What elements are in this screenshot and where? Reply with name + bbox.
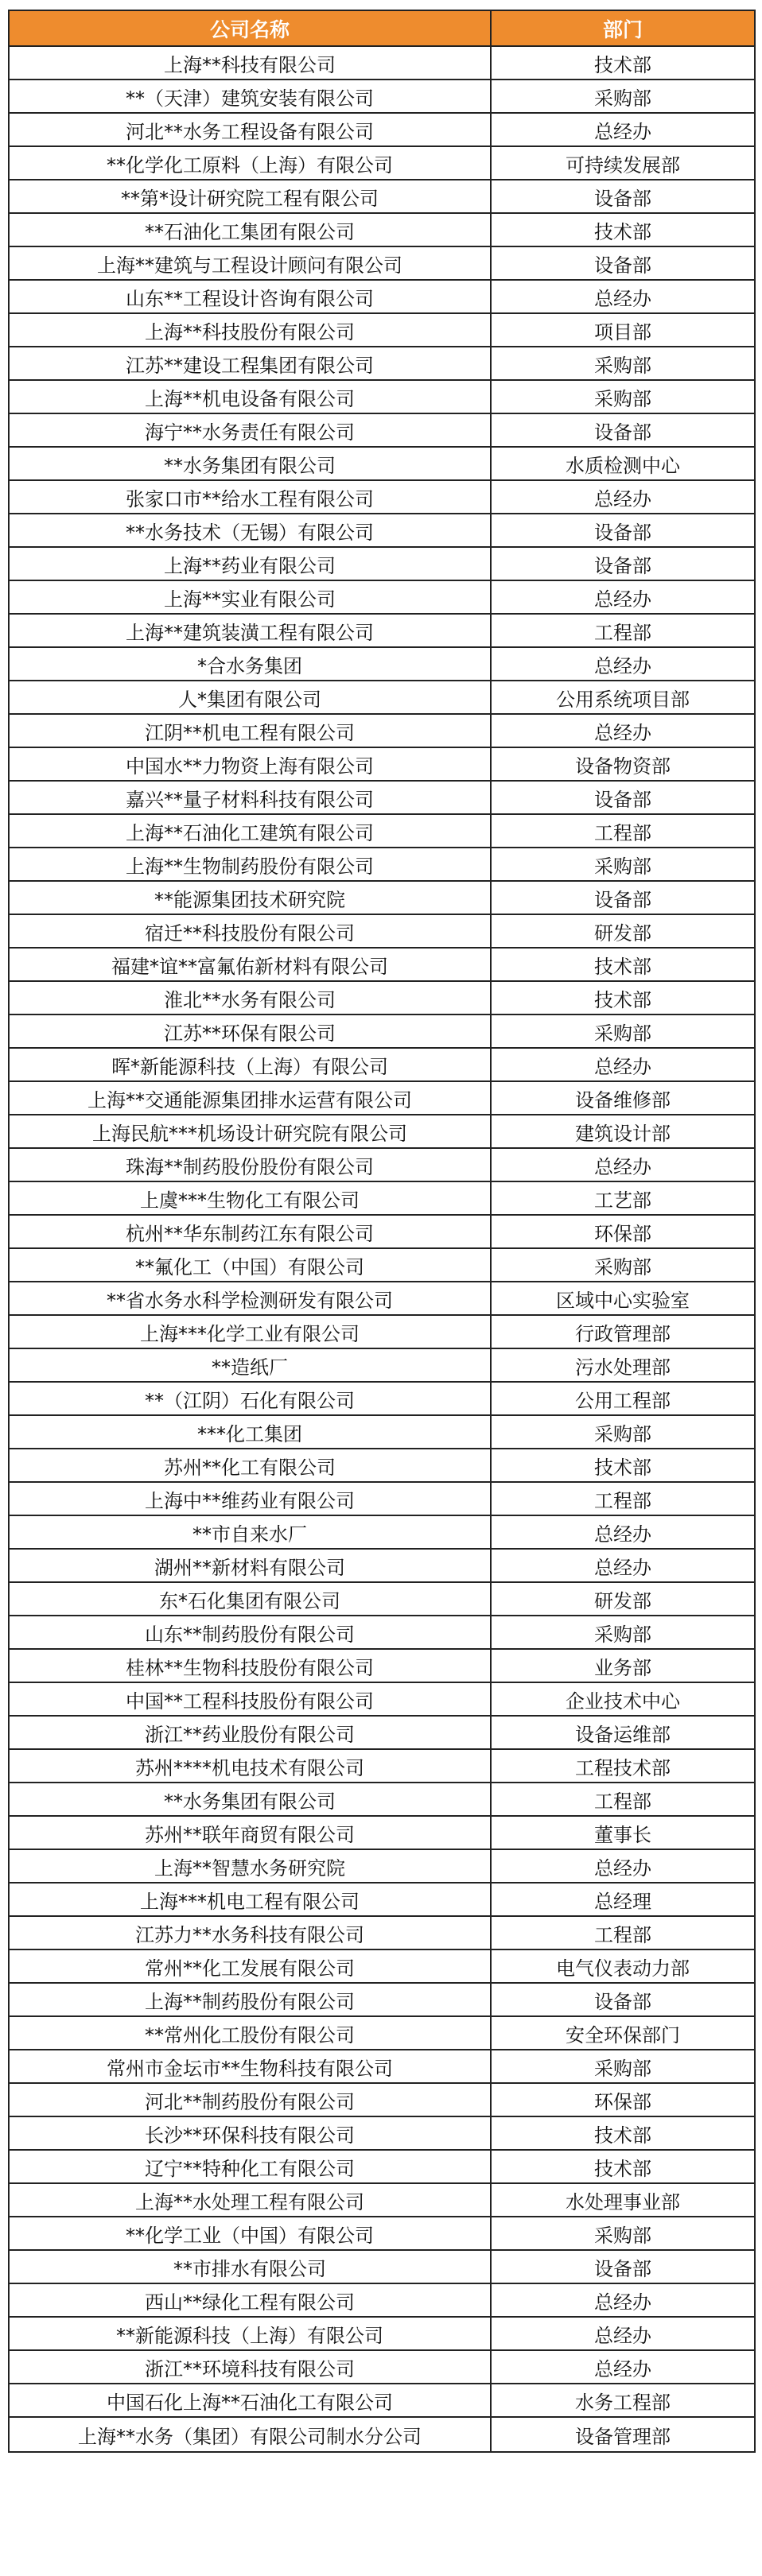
table-row — [9, 1014, 755, 1048]
company-name-cell: 上海**实业有限公司 — [9, 580, 491, 614]
table-row — [9, 1348, 755, 1382]
company-name-cell: 常州**化工发展有限公司 — [9, 1949, 491, 1983]
company-name-cell: 辽宁**特种化工有限公司 — [9, 2150, 491, 2183]
table-row — [9, 246, 755, 280]
department-cell: 采购部 — [491, 2217, 755, 2250]
company-name-cell: **水务技术（无锡）有限公司 — [9, 514, 491, 547]
company-name-cell: 上海**建筑与工程设计顾问有限公司 — [9, 246, 491, 280]
company-name-cell: 浙江**环境科技有限公司 — [9, 2350, 491, 2384]
department-cell: 设备部 — [491, 2250, 755, 2283]
department-cell: 总经办 — [491, 1849, 755, 1883]
company-name-cell: **市排水有限公司 — [9, 2250, 491, 2283]
company-name-cell: 上海**生物制药股份有限公司 — [9, 848, 491, 881]
company-name-cell: 湖州**新材料有限公司 — [9, 1549, 491, 1582]
company-name-cell: **水务集团有限公司 — [9, 1783, 491, 1816]
company-name-cell: **水务集团有限公司 — [9, 447, 491, 480]
department-cell: 采购部 — [491, 848, 755, 881]
department-cell: 总经办 — [491, 280, 755, 313]
department-cell: 行政管理部 — [491, 1315, 755, 1348]
department-cell: 项目部 — [491, 313, 755, 347]
company-name-cell: **（天津）建筑安装有限公司 — [9, 80, 491, 113]
department-cell: 董事长 — [491, 1816, 755, 1849]
company-name-cell: 山东**工程设计咨询有限公司 — [9, 280, 491, 313]
company-name-cell: 上海**科技有限公司 — [9, 46, 491, 80]
company-name-cell: 江阴**机电工程有限公司 — [9, 714, 491, 747]
company-name-cell: 嘉兴**量子材料科技有限公司 — [9, 781, 491, 814]
table-row — [9, 2283, 755, 2317]
table-row — [9, 2050, 755, 2083]
department-cell: 采购部 — [491, 347, 755, 380]
department-cell: 设备部 — [491, 881, 755, 914]
department-cell: 技术部 — [491, 2150, 755, 2183]
department-cell: 设备部 — [491, 246, 755, 280]
header-company-name: 公司名称 — [9, 10, 491, 46]
table-row — [9, 981, 755, 1014]
table-row — [9, 1148, 755, 1181]
company-name-cell: **市自来水厂 — [9, 1515, 491, 1549]
department-cell: 总经办 — [491, 1048, 755, 1081]
table-row — [9, 1783, 755, 1816]
department-cell: 建筑设计部 — [491, 1115, 755, 1148]
department-cell: 工程部 — [491, 1482, 755, 1515]
table-row — [9, 2384, 755, 2417]
header-department: 部门 — [491, 10, 755, 46]
company-name-cell: 福建*谊**富氟佑新材料有限公司 — [9, 948, 491, 981]
company-name-cell: **能源集团技术研究院 — [9, 881, 491, 914]
company-name-cell: *合水务集团 — [9, 647, 491, 681]
table-row — [9, 2217, 755, 2250]
company-name-cell: 河北**制药股份有限公司 — [9, 2083, 491, 2116]
table-row — [9, 1315, 755, 1348]
table-row — [9, 2150, 755, 2183]
department-cell: 总经办 — [491, 1148, 755, 1181]
department-cell: 设备运维部 — [491, 1716, 755, 1749]
table-row — [9, 1916, 755, 1949]
department-cell: 技术部 — [491, 213, 755, 246]
company-name-cell: **氟化工（中国）有限公司 — [9, 1248, 491, 1282]
company-name-cell: 常州市金坛市**生物科技有限公司 — [9, 2050, 491, 2083]
department-cell: 总经办 — [491, 480, 755, 514]
company-name-cell: 东*石化集团有限公司 — [9, 1582, 491, 1616]
company-name-cell: **常州化工股份有限公司 — [9, 2016, 491, 2050]
department-cell: 工程技术部 — [491, 1749, 755, 1783]
company-name-cell: 苏州****机电技术有限公司 — [9, 1749, 491, 1783]
department-cell: 公用工程部 — [491, 1382, 755, 1415]
company-name-cell: 上海***机电工程有限公司 — [9, 1883, 491, 1916]
department-cell: 总经理 — [491, 1883, 755, 1916]
table-row — [9, 2250, 755, 2283]
table-row — [9, 614, 755, 647]
department-cell: 安全环保部门 — [491, 2016, 755, 2050]
table-row — [9, 180, 755, 213]
table-row — [9, 1616, 755, 1649]
table-row — [9, 914, 755, 948]
table-row — [9, 1582, 755, 1616]
department-cell: 总经办 — [491, 647, 755, 681]
table-row — [9, 1048, 755, 1081]
table-row — [9, 2016, 755, 2050]
department-cell: 设备部 — [491, 547, 755, 580]
table-row — [9, 1682, 755, 1716]
company-name-cell: 西山**绿化工程有限公司 — [9, 2283, 491, 2317]
table-row — [9, 1115, 755, 1148]
company-name-cell: 苏州**化工有限公司 — [9, 1449, 491, 1482]
table-row — [9, 681, 755, 714]
company-name-cell: 中国**工程科技股份有限公司 — [9, 1682, 491, 1716]
department-cell: 环保部 — [491, 1215, 755, 1248]
company-name-cell: 海宁**水务责任有限公司 — [9, 413, 491, 447]
department-cell: 采购部 — [491, 1248, 755, 1282]
table-row — [9, 1883, 755, 1916]
department-cell: 技术部 — [491, 1449, 755, 1482]
table-row — [9, 1549, 755, 1582]
department-cell: 技术部 — [491, 948, 755, 981]
table-row — [9, 1716, 755, 1749]
department-cell: 工程部 — [491, 1783, 755, 1816]
department-cell: 采购部 — [491, 80, 755, 113]
company-name-cell: 上海***化学工业有限公司 — [9, 1315, 491, 1348]
department-cell: 研发部 — [491, 914, 755, 948]
table-row — [9, 1382, 755, 1415]
table-row — [9, 213, 755, 246]
company-name-cell: 珠海**制药股份股份有限公司 — [9, 1148, 491, 1181]
table-row — [9, 447, 755, 480]
table-row — [9, 146, 755, 180]
table-row — [9, 1248, 755, 1282]
table-row — [9, 948, 755, 981]
department-cell: 总经办 — [491, 2317, 755, 2350]
table-row — [9, 413, 755, 447]
department-cell: 设备部 — [491, 413, 755, 447]
department-cell: 水务工程部 — [491, 2384, 755, 2417]
table-row — [9, 347, 755, 380]
company-name-cell: 宿迁**科技股份有限公司 — [9, 914, 491, 948]
table-row — [9, 547, 755, 580]
table-row — [9, 1749, 755, 1783]
company-name-cell: 浙江**药业股份有限公司 — [9, 1716, 491, 1749]
department-cell: 总经办 — [491, 2350, 755, 2384]
company-name-cell: 江苏**建设工程集团有限公司 — [9, 347, 491, 380]
company-name-cell: **化学化工原料（上海）有限公司 — [9, 146, 491, 180]
table-container — [8, 0, 754, 2453]
department-cell: 总经办 — [491, 113, 755, 146]
table-row — [9, 2116, 755, 2150]
company-name-cell: **第*设计研究院工程有限公司 — [9, 180, 491, 213]
table-row — [9, 1482, 755, 1515]
department-cell: 环保部 — [491, 2083, 755, 2116]
table-row — [9, 1181, 755, 1215]
table-row — [9, 46, 755, 80]
department-cell: 工程部 — [491, 614, 755, 647]
department-cell: 设备部 — [491, 514, 755, 547]
department-cell: 公用系统项目部 — [491, 681, 755, 714]
table-row — [9, 1983, 755, 2016]
company-name-cell: 人*集团有限公司 — [9, 681, 491, 714]
company-name-cell: 河北**水务工程设备有限公司 — [9, 113, 491, 146]
table-row — [9, 1282, 755, 1315]
department-cell: 研发部 — [491, 1582, 755, 1616]
table-row — [9, 1816, 755, 1849]
table-row — [9, 1849, 755, 1883]
company-name-cell: 上海中**维药业有限公司 — [9, 1482, 491, 1515]
department-cell: 设备维修部 — [491, 1081, 755, 1115]
table-row — [9, 113, 755, 146]
company-name-cell: **化学工业（中国）有限公司 — [9, 2217, 491, 2250]
company-name-cell: 苏州**联年商贸有限公司 — [9, 1816, 491, 1849]
table-row — [9, 1515, 755, 1549]
company-name-cell: 上海**机电设备有限公司 — [9, 380, 491, 413]
table-row — [9, 80, 755, 113]
department-cell: 总经办 — [491, 1549, 755, 1582]
department-cell: 采购部 — [491, 1014, 755, 1048]
company-name-cell: **省水务水科学检测研发有限公司 — [9, 1282, 491, 1315]
table-row — [9, 514, 755, 547]
department-cell: 总经办 — [491, 580, 755, 614]
department-cell: 设备部 — [491, 180, 755, 213]
department-cell: 总经办 — [491, 2283, 755, 2317]
table-row — [9, 2183, 755, 2217]
department-cell: 技术部 — [491, 2116, 755, 2150]
department-cell: 工程部 — [491, 814, 755, 848]
department-cell: 企业技术中心 — [491, 1682, 755, 1716]
department-cell: 污水处理部 — [491, 1348, 755, 1382]
company-name-cell: 上海**智慧水务研究院 — [9, 1849, 491, 1883]
company-name-cell: 上海**制药股份有限公司 — [9, 1983, 491, 2016]
company-name-cell: 淮北**水务有限公司 — [9, 981, 491, 1014]
table-row — [9, 2417, 755, 2452]
table-row — [9, 380, 755, 413]
company-name-cell: 上海**建筑装潢工程有限公司 — [9, 614, 491, 647]
company-name-cell: 上海**石油化工建筑有限公司 — [9, 814, 491, 848]
table-row — [9, 647, 755, 681]
table-row — [9, 1415, 755, 1449]
table-row — [9, 881, 755, 914]
company-name-cell: 杭州**华东制药江东有限公司 — [9, 1215, 491, 1248]
table-row — [9, 1949, 755, 1983]
department-cell: 电气仪表动力部 — [491, 1949, 755, 1983]
company-name-cell: 上海**科技股份有限公司 — [9, 313, 491, 347]
company-name-cell: 桂林**生物科技股份有限公司 — [9, 1649, 491, 1682]
company-name-cell: 江苏力**水务科技有限公司 — [9, 1916, 491, 1949]
table-row — [9, 580, 755, 614]
header-row — [9, 10, 755, 46]
table-body — [9, 46, 755, 2452]
table-row — [9, 1081, 755, 1115]
table-row — [9, 2350, 755, 2384]
company-name-cell: 上虞***生物化工有限公司 — [9, 1181, 491, 1215]
company-name-cell: **新能源科技（上海）有限公司 — [9, 2317, 491, 2350]
company-name-cell: **（江阴）石化有限公司 — [9, 1382, 491, 1415]
company-name-cell: 上海**水务（集团）有限公司制水分公司 — [9, 2417, 491, 2452]
department-cell: 工程部 — [491, 1916, 755, 1949]
department-cell: 采购部 — [491, 2050, 755, 2083]
table-row — [9, 747, 755, 781]
table-row — [9, 781, 755, 814]
company-name-cell: 上海民航***机场设计研究院有限公司 — [9, 1115, 491, 1148]
table-row — [9, 1215, 755, 1248]
table-row — [9, 1449, 755, 1482]
table-row — [9, 814, 755, 848]
department-cell: 采购部 — [491, 1616, 755, 1649]
table-row — [9, 714, 755, 747]
department-cell: 技术部 — [491, 981, 755, 1014]
company-name-cell: 江苏**环保有限公司 — [9, 1014, 491, 1048]
table-row — [9, 280, 755, 313]
company-name-cell: 山东**制药股份有限公司 — [9, 1616, 491, 1649]
company-name-cell: 上海**交通能源集团排水运营有限公司 — [9, 1081, 491, 1115]
table-row — [9, 2317, 755, 2350]
department-cell: 技术部 — [491, 46, 755, 80]
company-name-cell: 晖*新能源科技（上海）有限公司 — [9, 1048, 491, 1081]
table-row — [9, 480, 755, 514]
department-cell: 设备管理部 — [491, 2417, 755, 2452]
department-cell: 水处理事业部 — [491, 2183, 755, 2217]
department-cell: 设备物资部 — [491, 747, 755, 781]
company-table — [8, 10, 756, 2453]
department-cell: 可持续发展部 — [491, 146, 755, 180]
department-cell: 水质检测中心 — [491, 447, 755, 480]
department-cell: 采购部 — [491, 1415, 755, 1449]
department-cell: 总经办 — [491, 1515, 755, 1549]
company-name-cell: 上海**水处理工程有限公司 — [9, 2183, 491, 2217]
company-name-cell: 长沙**环保科技有限公司 — [9, 2116, 491, 2150]
company-name-cell: 上海**药业有限公司 — [9, 547, 491, 580]
company-name-cell: 张家口市**给水工程有限公司 — [9, 480, 491, 514]
department-cell: 总经办 — [491, 714, 755, 747]
department-cell: 采购部 — [491, 380, 755, 413]
table-row — [9, 2083, 755, 2116]
company-name-cell: **石油化工集团有限公司 — [9, 213, 491, 246]
table-row — [9, 1649, 755, 1682]
department-cell: 设备部 — [491, 781, 755, 814]
department-cell: 设备部 — [491, 1983, 755, 2016]
department-cell: 工艺部 — [491, 1181, 755, 1215]
company-name-cell: **造纸厂 — [9, 1348, 491, 1382]
company-name-cell: ***化工集团 — [9, 1415, 491, 1449]
department-cell: 区域中心实验室 — [491, 1282, 755, 1315]
department-cell: 业务部 — [491, 1649, 755, 1682]
company-name-cell: 中国石化上海**石油化工有限公司 — [9, 2384, 491, 2417]
table-row — [9, 313, 755, 347]
table-row — [9, 848, 755, 881]
company-name-cell: 中国水**力物资上海有限公司 — [9, 747, 491, 781]
